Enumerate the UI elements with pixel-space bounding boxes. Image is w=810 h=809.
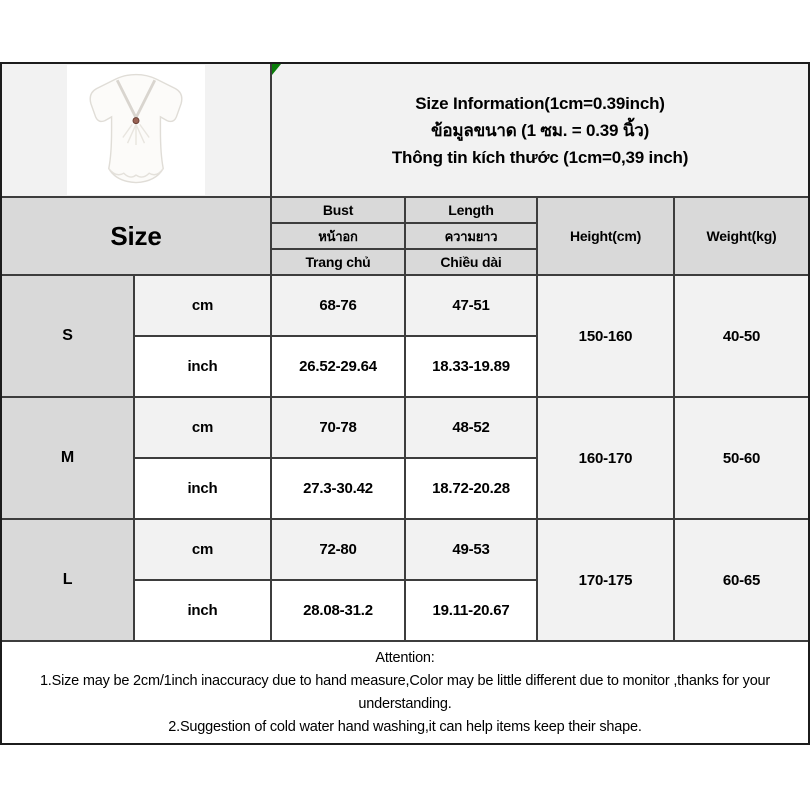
length-header-en: Length bbox=[406, 198, 538, 224]
attention-line-2: 2.Suggestion of cold water hand washing,it can help items keep their shape. bbox=[168, 718, 642, 735]
title-line-en: Size Information(1cm=0.39inch) bbox=[415, 93, 665, 113]
s-cm-bust: 68-76 bbox=[272, 276, 406, 337]
button-detail bbox=[133, 118, 139, 124]
l-inch-unit: inch bbox=[135, 581, 272, 642]
size-m-label: M bbox=[2, 398, 135, 520]
attention-heading: Attention: bbox=[375, 649, 435, 666]
size-info-title bbox=[272, 64, 808, 198]
bust-header-th: หน้าอก bbox=[272, 224, 406, 250]
l-cm-bust: 72-80 bbox=[272, 520, 406, 581]
s-inch-length: 18.33-19.89 bbox=[406, 337, 538, 398]
s-weight: 40-50 bbox=[675, 276, 808, 398]
l-weight: 60-65 bbox=[675, 520, 808, 642]
l-inch-length: 19.11-20.67 bbox=[406, 581, 538, 642]
s-cm-unit: cm bbox=[135, 276, 272, 337]
l-height: 170-175 bbox=[538, 520, 675, 642]
product-photo-frame bbox=[67, 65, 205, 195]
white-tshirt-image bbox=[70, 68, 202, 192]
weight-header: Weight(kg) bbox=[675, 198, 808, 276]
comment-marker-icon bbox=[272, 64, 281, 75]
attention-line-1-wrap: understanding. bbox=[358, 695, 452, 712]
size-l-label: L bbox=[2, 520, 135, 642]
length-header-vi: Chiều dài bbox=[406, 250, 538, 276]
l-cm-length: 49-53 bbox=[406, 520, 538, 581]
height-header: Height(cm) bbox=[538, 198, 675, 276]
bust-header-en: Bust bbox=[272, 198, 406, 224]
attention-line-1: 1.Size may be 2cm/1inch inaccuracy due to hand measure,Color may be little different due to monitor ,thanks for your bbox=[39, 672, 771, 689]
s-cm-length: 47-51 bbox=[406, 276, 538, 337]
m-inch-length: 18.72-20.28 bbox=[406, 459, 538, 520]
size-chart-table bbox=[0, 62, 810, 745]
m-height: 160-170 bbox=[538, 398, 675, 520]
title-line-vi: Thông tin kích thước (1cm=0,39 inch) bbox=[391, 147, 689, 167]
l-cm-unit: cm bbox=[135, 520, 272, 581]
size-s-label: S bbox=[2, 276, 135, 398]
l-inch-bust: 28.08-31.2 bbox=[272, 581, 406, 642]
s-inch-unit: inch bbox=[135, 337, 272, 398]
length-header-th: ความยาว bbox=[406, 224, 538, 250]
attention-note bbox=[2, 642, 808, 743]
s-inch-bust: 26.52-29.64 bbox=[272, 337, 406, 398]
m-cm-bust: 70-78 bbox=[272, 398, 406, 459]
m-cm-unit: cm bbox=[135, 398, 272, 459]
m-cm-length: 48-52 bbox=[406, 398, 538, 459]
m-inch-unit: inch bbox=[135, 459, 272, 520]
product-image-cell bbox=[2, 64, 272, 198]
title-line-th: ข้อมูลขนาด (1 ซม. = 0.39 นิ้ว) bbox=[430, 120, 650, 140]
size-header: Size bbox=[2, 198, 272, 276]
bust-header-vi: Trang chủ bbox=[272, 250, 406, 276]
m-weight: 50-60 bbox=[675, 398, 808, 520]
s-height: 150-160 bbox=[538, 276, 675, 398]
m-inch-bust: 27.3-30.42 bbox=[272, 459, 406, 520]
